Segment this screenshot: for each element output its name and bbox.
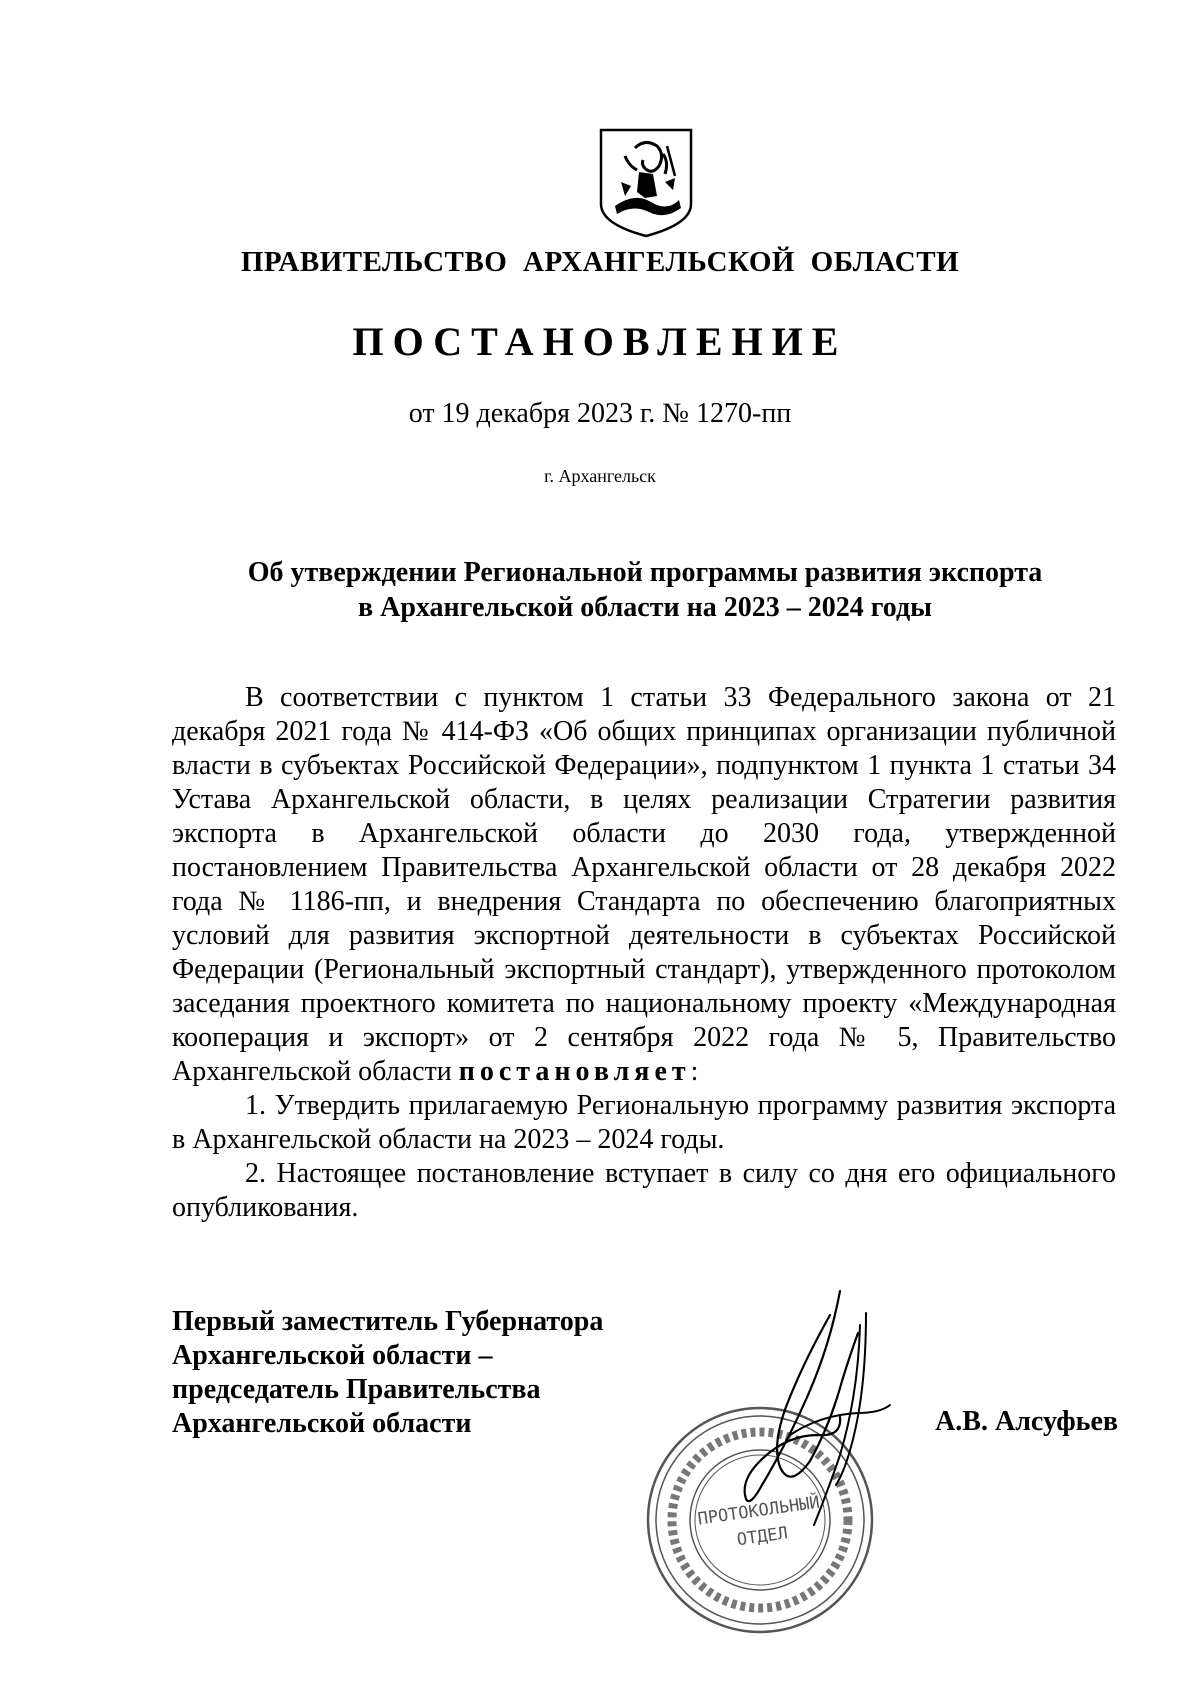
item-2: 2. Настоящее постановление вступает в силу со дня его официального опубликования.	[172, 1158, 1116, 1223]
document-title	[160, 555, 1130, 625]
resolves-word: постановляет	[458, 1056, 691, 1087]
handwritten-signature-icon	[690, 1285, 930, 1545]
city: г. Архангельск	[544, 466, 656, 486]
signatory-name: А.В. Алсуфьев	[935, 1406, 1118, 1437]
position-line-4: Архангельской области	[172, 1408, 472, 1439]
svg-text:ОТДЕЛ: ОТДЕЛ	[735, 1523, 790, 1551]
title-line-1: Об утверждении Региональной программы развития экспорта	[247, 557, 1043, 588]
resolves-colon: :	[690, 1056, 699, 1087]
position-line-1: Первый заместитель Губернатора	[172, 1306, 604, 1337]
document-body	[172, 681, 1116, 1225]
svg-text:ПРОТОКОЛЬНЫЙ: ПРОТОКОЛЬНЫЙ	[696, 1492, 821, 1530]
coat-of-arms-icon	[595, 126, 697, 240]
position-line-3: председатель Правительства	[172, 1374, 541, 1405]
position-line-2: Архангельской области –	[172, 1340, 493, 1371]
date-and-number: от 19 декабря 2023 г. № 1270-пп	[408, 398, 792, 429]
preamble-paragraph	[172, 681, 1116, 1089]
document-type: ПОСТАНОВЛЕНИЕ	[352, 319, 848, 364]
preamble-text: В соответствии с пунктом 1 статьи 33 Федерального закона от 21 декабря 2021 года № 414-ФЗ «Об общих принципах организации публичной власти в субъектах Российской Федерации», подпунктом 1 пункта 1 статьи 34 Устава Архангельской области, в целях реализации Стратегии развития экспорта в Архангельской области до 2030 года, утвержденной постановлением Правительства Архангельской области от 28 декабря 2022 года № 1186-пп, и внедрения Стандарта по обеспечению благоприятных условий для развития экспортной деятельности в субъектах Российской Федерации (Региональный экспортный стандарт), утвержденного протоколом заседания проектного комитета по национальному проекту «Международная кооперация и экспорт» от 2 сентября 2022 года № 5, Правительство Архангельской области	[172, 682, 1116, 1087]
item-1: 1. Утвердить прилагаемую Региональную программу развития экспорта в Архангельской области на 2023 – 2024 годы.	[172, 1090, 1116, 1155]
government-name: ПРАВИТЕЛЬСТВО АРХАНГЕЛЬСКОЙ ОБЛАСТИ	[240, 246, 960, 278]
title-line-2: в Архангельской области на 2023 – 2024 годы	[358, 592, 932, 623]
signatory-position	[172, 1305, 603, 1441]
